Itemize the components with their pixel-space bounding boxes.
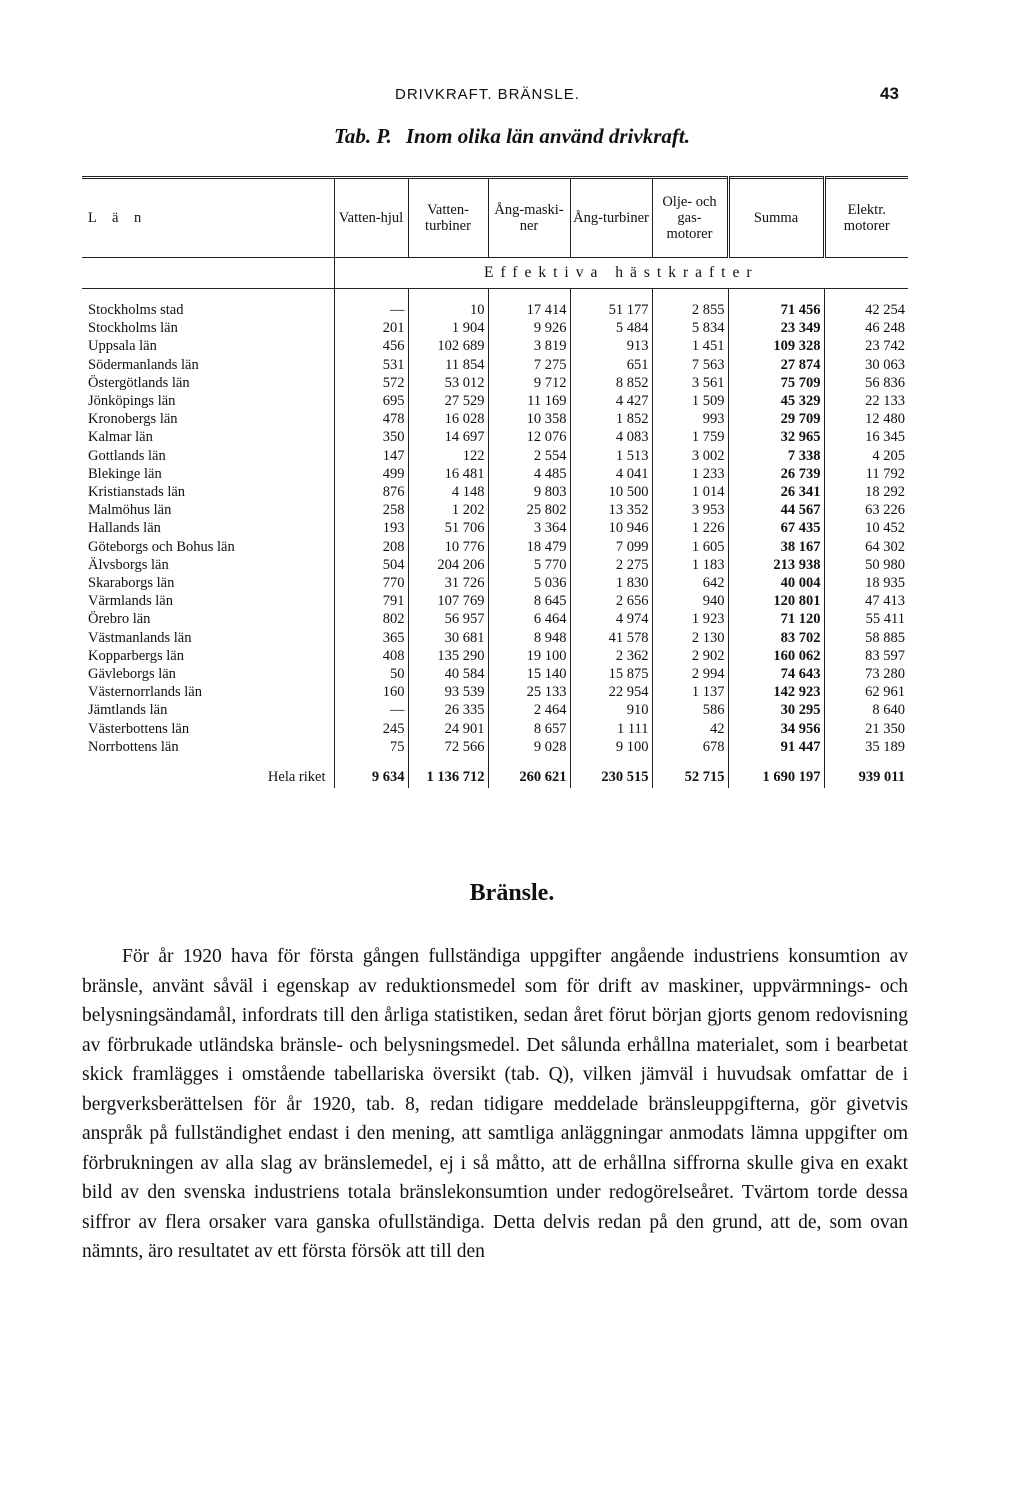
cell-value: 18 479 [488,538,570,556]
cell-value: 2 554 [488,447,570,465]
cell-value: 8 640 [824,701,908,719]
table-caption [0,124,1024,149]
cell-value: 160 062 [728,647,824,665]
cell-value: 15 875 [570,665,652,683]
cell-value: 245 [334,720,408,738]
cell-value: 10 452 [824,519,908,537]
cell-value: 72 566 [408,738,488,756]
cell-value: 2 902 [652,647,728,665]
row-name: Västernorrlands län [88,684,202,701]
cell-value: 7 099 [570,538,652,556]
body-paragraph: För år 1920 hava för första gången fullständiga uppgifter angående industriens konsumtion av bränsle, använt såväl i egenskap av reduktionsmedel som för drift av maskiner, uppvärmnings- och belysningsändamål, infordrats till den årliga statistiken, sedan året förut början gjorts genom redovisning av förbrukade utländska bränsle- och belysningsmedel. Det sålunda erhållna materialet, som i bearbetat skick framlägges i omstående tabellariska översikt (tab. Q), vilken jämväl i huvudsak omfattar de i bergverksberättelsen för år 1920, tab. 8, redan tidigare meddelade bränsleuppgifterna, gör givetvis anspråk på fullständighet endast i den mening, att samtliga anläggningar anmodats lämna uppgifter om förbrukningen av alla slag av bränslemedel, ej i så måtto, att de erhållna siffrorna skulle giva en exakt bild av den svenska industriens totala bränslekonsumtion under redogörelseåret. Tvärtom torde dessa siffror av flera orsaker vara ganska ofullständiga. Detta delvis redan på den grund, att de, som ovan nämnts, äro resultatet av ett första försök att till den [82,946,908,1262]
cell-value: 678 [652,738,728,756]
cell-value: 408 [334,647,408,665]
cell-value: 10 [408,289,488,320]
cell-value: 2 464 [488,701,570,719]
cell-value: 1 233 [652,465,728,483]
row-name: Uppsala län [88,338,157,355]
cell-value: 201 [334,319,408,337]
cell-value: 13 352 [570,501,652,519]
cell-value: 499 [334,465,408,483]
row-name: Örebro län [88,611,151,628]
cell-value: 6 464 [488,610,570,628]
cell-value: 30 295 [728,701,824,719]
cell-value: 642 [652,574,728,592]
cell-value: 40 004 [728,574,824,592]
column-header: Summa [728,178,824,258]
table-row [82,428,908,446]
cell-value: 4 041 [570,465,652,483]
cell-value: 193 [334,519,408,537]
row-name: Kronobergs län [88,411,178,428]
cell-value: 51 706 [408,519,488,537]
cell-value: 260 621 [488,756,570,788]
cell-value: 1 513 [570,447,652,465]
cell-value: — [334,701,408,719]
cell-value: 5 834 [652,319,728,337]
cell-value: 56 957 [408,610,488,628]
cell-value: 5 770 [488,556,570,574]
drivkraft-table [82,176,908,788]
row-name: Stockholms stad [88,302,184,318]
unit-row-blank [82,258,334,289]
row-name: Göteborgs och Bohus län [88,538,235,555]
cell-value: 16 481 [408,465,488,483]
table-row [82,720,908,738]
table-body [82,289,908,789]
cell-value: 258 [334,501,408,519]
cell-value: 83 597 [824,647,908,665]
cell-value: 11 854 [408,356,488,374]
cell-value: 56 836 [824,374,908,392]
cell-value: 4 485 [488,465,570,483]
column-header: Vatten-turbiner [408,178,488,258]
cell-value: 67 435 [728,519,824,537]
cell-value: 651 [570,356,652,374]
table-row [82,483,908,501]
row-name: Norrbottens län [88,738,179,755]
cell-value: 1 690 197 [728,756,824,788]
cell-value: 25 802 [488,501,570,519]
page-number: 43 [880,84,899,103]
table-row [82,665,908,683]
cell-value: 135 290 [408,647,488,665]
cell-value: 695 [334,392,408,410]
cell-value: 31 726 [408,574,488,592]
cell-value: 1 226 [652,519,728,537]
table-row [82,683,908,701]
table-row [82,592,908,610]
cell-value: 25 133 [488,683,570,701]
cell-value: 2 656 [570,592,652,610]
row-name: Blekinge län [88,465,162,482]
cell-value: 147 [334,447,408,465]
row-name: Stockholms län [88,320,178,337]
cell-value: 11 169 [488,392,570,410]
cell-value: 16 345 [824,428,908,446]
cell-value: 16 028 [408,410,488,428]
cell-value: 1 605 [652,538,728,556]
table-row [82,501,908,519]
section-title: Bränsle. [469,880,555,906]
running-head [0,84,1024,108]
row-name: Gottlands län [88,447,166,464]
cell-value: 8 852 [570,374,652,392]
cell-value: 42 [652,720,728,738]
cell-value: 9 803 [488,483,570,501]
cell-value: 122 [408,447,488,465]
table-row [82,319,908,337]
row-name: Hallands län [88,520,161,537]
cell-value: 876 [334,483,408,501]
cell-value: 1 759 [652,428,728,446]
cell-value: 1 830 [570,574,652,592]
row-name: Kopparbergs län [88,647,184,664]
row-name: Gävleborgs län [88,666,176,683]
table-row [82,556,908,574]
column-header-lan: L ä n [88,210,148,226]
running-title: DRIVKRAFT. BRÄNSLE. [395,86,580,103]
cell-value: 38 167 [728,538,824,556]
row-name: Västerbottens län [88,720,190,737]
cell-value: 40 584 [408,665,488,683]
cell-value: 44 567 [728,501,824,519]
cell-value: 586 [652,701,728,719]
cell-value: 26 335 [408,701,488,719]
cell-value: 58 885 [824,629,908,647]
cell-value: 3 819 [488,337,570,355]
cell-value: 208 [334,538,408,556]
row-name: Kristianstads län [88,484,186,501]
cell-value: 8 645 [488,592,570,610]
cell-value: 75 709 [728,374,824,392]
cell-value: 18 292 [824,483,908,501]
cell-value: 4 974 [570,610,652,628]
cell-value: 1 451 [652,337,728,355]
table-row [82,410,908,428]
table-row [82,647,908,665]
cell-value: 1 111 [570,720,652,738]
cell-value: 1 904 [408,319,488,337]
cell-value: 8 657 [488,720,570,738]
table-row [82,337,908,355]
cell-value: 50 980 [824,556,908,574]
cell-value: 15 140 [488,665,570,683]
row-name: Södermanlands län [88,356,199,373]
cell-value: 71 456 [728,289,824,320]
cell-value: 63 226 [824,501,908,519]
cell-value: 1 137 [652,683,728,701]
cell-value: 478 [334,410,408,428]
row-name: Östergötlands län [88,374,190,391]
cell-value: 7 338 [728,447,824,465]
table-row [82,610,908,628]
cell-value: 913 [570,337,652,355]
cell-value: 93 539 [408,683,488,701]
cell-value: 27 529 [408,392,488,410]
cell-value: 2 130 [652,629,728,647]
cell-value: 62 961 [824,683,908,701]
cell-value: 22 954 [570,683,652,701]
cell-value: 10 776 [408,538,488,556]
cell-value: 10 500 [570,483,652,501]
cell-value: 5 036 [488,574,570,592]
cell-value: 18 935 [824,574,908,592]
cell-value: 1 852 [570,410,652,428]
cell-value: 14 697 [408,428,488,446]
table-header-row [82,178,908,258]
table-label: Tab. P. [334,124,392,148]
row-name: Hela riket [267,769,326,786]
row-name: Älvsborgs län [88,556,169,573]
cell-value: 142 923 [728,683,824,701]
cell-value: 9 028 [488,738,570,756]
cell-value: 802 [334,610,408,628]
row-name: Jönköpings län [88,393,176,410]
cell-value: 9 634 [334,756,408,788]
table-row [82,738,908,756]
cell-value: 1 923 [652,610,728,628]
total-row [82,756,908,788]
row-name: Västmanlands län [88,629,192,646]
table-row [82,356,908,374]
cell-value: 9 100 [570,738,652,756]
cell-value: 4 427 [570,392,652,410]
cell-value: 3 953 [652,501,728,519]
cell-value: 4 083 [570,428,652,446]
cell-value: 75 [334,738,408,756]
cell-value: 120 801 [728,592,824,610]
cell-value: 204 206 [408,556,488,574]
cell-value: 9 712 [488,374,570,392]
cell-value: 7 275 [488,356,570,374]
cell-value: 9 926 [488,319,570,337]
cell-value: 45 329 [728,392,824,410]
table-row [82,465,908,483]
column-header: Elektr. motorer [824,178,908,258]
cell-value: — [334,289,408,320]
cell-value: 55 411 [824,610,908,628]
cell-value: 22 133 [824,392,908,410]
cell-value: 71 120 [728,610,824,628]
cell-value: 23 742 [824,337,908,355]
cell-value: 791 [334,592,408,610]
cell-value: 1 509 [652,392,728,410]
unit-row [82,258,908,289]
cell-value: 3 002 [652,447,728,465]
column-header: Ång-turbiner [570,178,652,258]
cell-value: 365 [334,629,408,647]
cell-value: 10 358 [488,410,570,428]
cell-value: 4 148 [408,483,488,501]
cell-value: 1 183 [652,556,728,574]
cell-value: 456 [334,337,408,355]
cell-value: 770 [334,574,408,592]
cell-value: 2 362 [570,647,652,665]
cell-value: 24 901 [408,720,488,738]
table-row [82,538,908,556]
table-row [82,392,908,410]
cell-value: 109 328 [728,337,824,355]
table-row [82,447,908,465]
cell-value: 64 302 [824,538,908,556]
cell-value: 531 [334,356,408,374]
table-title: Inom olika län använd drivkraft. [405,124,690,148]
cell-value: 32 965 [728,428,824,446]
cell-value: 50 [334,665,408,683]
cell-value: 3 561 [652,374,728,392]
cell-value: 107 769 [408,592,488,610]
cell-value: 3 364 [488,519,570,537]
table-row [82,289,908,320]
cell-value: 30 063 [824,356,908,374]
row-name: Jämtlands län [88,702,168,719]
column-header: Ång-maski-ner [488,178,570,258]
cell-value: 350 [334,428,408,446]
cell-value: 34 956 [728,720,824,738]
cell-value: 939 011 [824,756,908,788]
cell-value: 11 792 [824,465,908,483]
row-name: Kalmar län [88,429,153,446]
cell-value: 73 280 [824,665,908,683]
cell-value: 102 689 [408,337,488,355]
table-row [82,574,908,592]
cell-value: 1 136 712 [408,756,488,788]
column-header: Vatten-hjul [334,178,408,258]
cell-value: 47 413 [824,592,908,610]
cell-value: 17 414 [488,289,570,320]
cell-value: 2 855 [652,289,728,320]
cell-value: 41 578 [570,629,652,647]
cell-value: 52 715 [652,756,728,788]
cell-value: 21 350 [824,720,908,738]
cell-value: 10 946 [570,519,652,537]
cell-value: 504 [334,556,408,574]
cell-value: 993 [652,410,728,428]
cell-value: 572 [334,374,408,392]
row-name: Värmlands län [88,593,173,610]
cell-value: 42 254 [824,289,908,320]
cell-value: 1 202 [408,501,488,519]
table-row [82,629,908,647]
cell-value: 940 [652,592,728,610]
cell-value: 51 177 [570,289,652,320]
cell-value: 230 515 [570,756,652,788]
cell-value: 91 447 [728,738,824,756]
unit-label: Effektiva hästkrafter [334,258,908,289]
cell-value: 46 248 [824,319,908,337]
cell-value: 26 739 [728,465,824,483]
cell-value: 12 480 [824,410,908,428]
cell-value: 53 012 [408,374,488,392]
cell-value: 23 349 [728,319,824,337]
table-row [82,701,908,719]
cell-value: 2 994 [652,665,728,683]
cell-value: 83 702 [728,629,824,647]
cell-value: 2 275 [570,556,652,574]
cell-value: 27 874 [728,356,824,374]
cell-value: 4 205 [824,447,908,465]
cell-value: 5 484 [570,319,652,337]
cell-value: 910 [570,701,652,719]
cell-value: 26 341 [728,483,824,501]
cell-value: 160 [334,683,408,701]
cell-value: 29 709 [728,410,824,428]
cell-value: 19 100 [488,647,570,665]
cell-value: 30 681 [408,629,488,647]
table-row [82,519,908,537]
cell-value: 213 938 [728,556,824,574]
cell-value: 74 643 [728,665,824,683]
cell-value: 35 189 [824,738,908,756]
column-header: Olje- och gas-motorer [652,178,728,258]
row-name: Skaraborgs län [88,575,175,592]
row-name: Malmöhus län [88,502,172,519]
cell-value: 8 948 [488,629,570,647]
cell-value: 12 076 [488,428,570,446]
table-row [82,374,908,392]
cell-value: 7 563 [652,356,728,374]
cell-value: 1 014 [652,483,728,501]
